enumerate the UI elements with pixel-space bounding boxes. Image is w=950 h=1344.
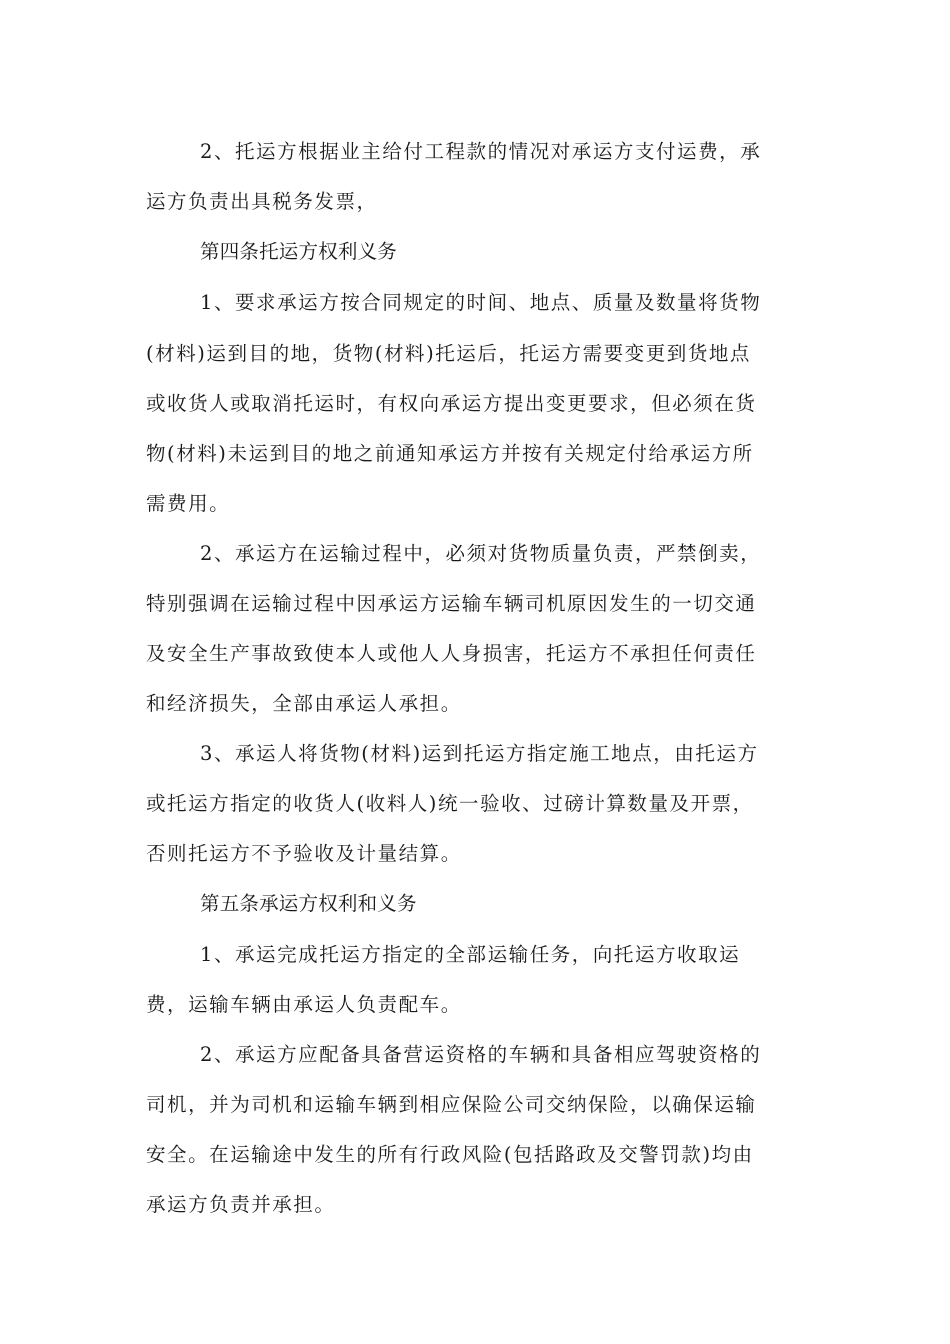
paragraph-line: 1、承运完成托运方指定的全部运输任务，向托运方收取运 <box>200 943 741 966</box>
paragraph-line: 2、承运方在运输过程中，必须对货物质量负责，严禁倒卖， <box>200 542 762 565</box>
paragraph-line: 需费用。 <box>146 492 231 515</box>
paragraph-line: 3、承运人将货物(材料)运到托运方指定施工地点，由托运方 <box>200 742 759 765</box>
paragraph-line: 承运方负责并承担。 <box>146 1193 336 1216</box>
paragraph-line: 特别强调在运输过程中因承运方运输车辆司机原因发生的一切交通 <box>146 592 757 615</box>
paragraph-line: 及安全生产事故致使本人或他人人身损害，托运方不承担任何责任 <box>146 642 757 665</box>
paragraph-line: 司机，并为司机和运输车辆到相应保险公司交纳保险，以确保运输 <box>146 1093 757 1116</box>
paragraph-line: 物(材料)未运到目的地之前通知承运方并按有关规定付给承运方所 <box>146 442 754 465</box>
section-heading: 第四条托运方权利义务 <box>200 240 398 263</box>
paragraph-line: 安全。在运输途中发生的所有行政风险(包括路政及交警罚款)均由 <box>146 1143 754 1166</box>
paragraph-line: 2、承运方应配备具备营运资格的车辆和具备相应驾驶资格的 <box>200 1043 762 1066</box>
paragraph-line: 2、托运方根据业主给付工程款的情况对承运方支付运费，承 <box>200 140 762 163</box>
paragraph-line: 或收货人或取消托运时，有权向承运方提出变更要求，但必须在货 <box>146 392 757 415</box>
paragraph-line: 或托运方指定的收货人(收料人)统一验收、过磅计算数量及开票， <box>146 792 754 815</box>
paragraph-line: 和经济损失，全部由承运人承担。 <box>146 692 462 715</box>
paragraph-line: 费，运输车辆由承运人负责配车。 <box>146 993 462 1016</box>
paragraph-line: 运方负责出具税务发票， <box>146 190 378 213</box>
paragraph-line: (材料)运到目的地，货物(材料)托运后，托运方需要变更到货地点 <box>146 342 751 365</box>
section-heading: 第五条承运方权利和义务 <box>200 892 417 915</box>
paragraph-line: 否则托运方不予验收及计量结算。 <box>146 842 462 865</box>
paragraph-line: 1、要求承运方按合同规定的时间、地点、质量及数量将货物 <box>200 291 762 314</box>
